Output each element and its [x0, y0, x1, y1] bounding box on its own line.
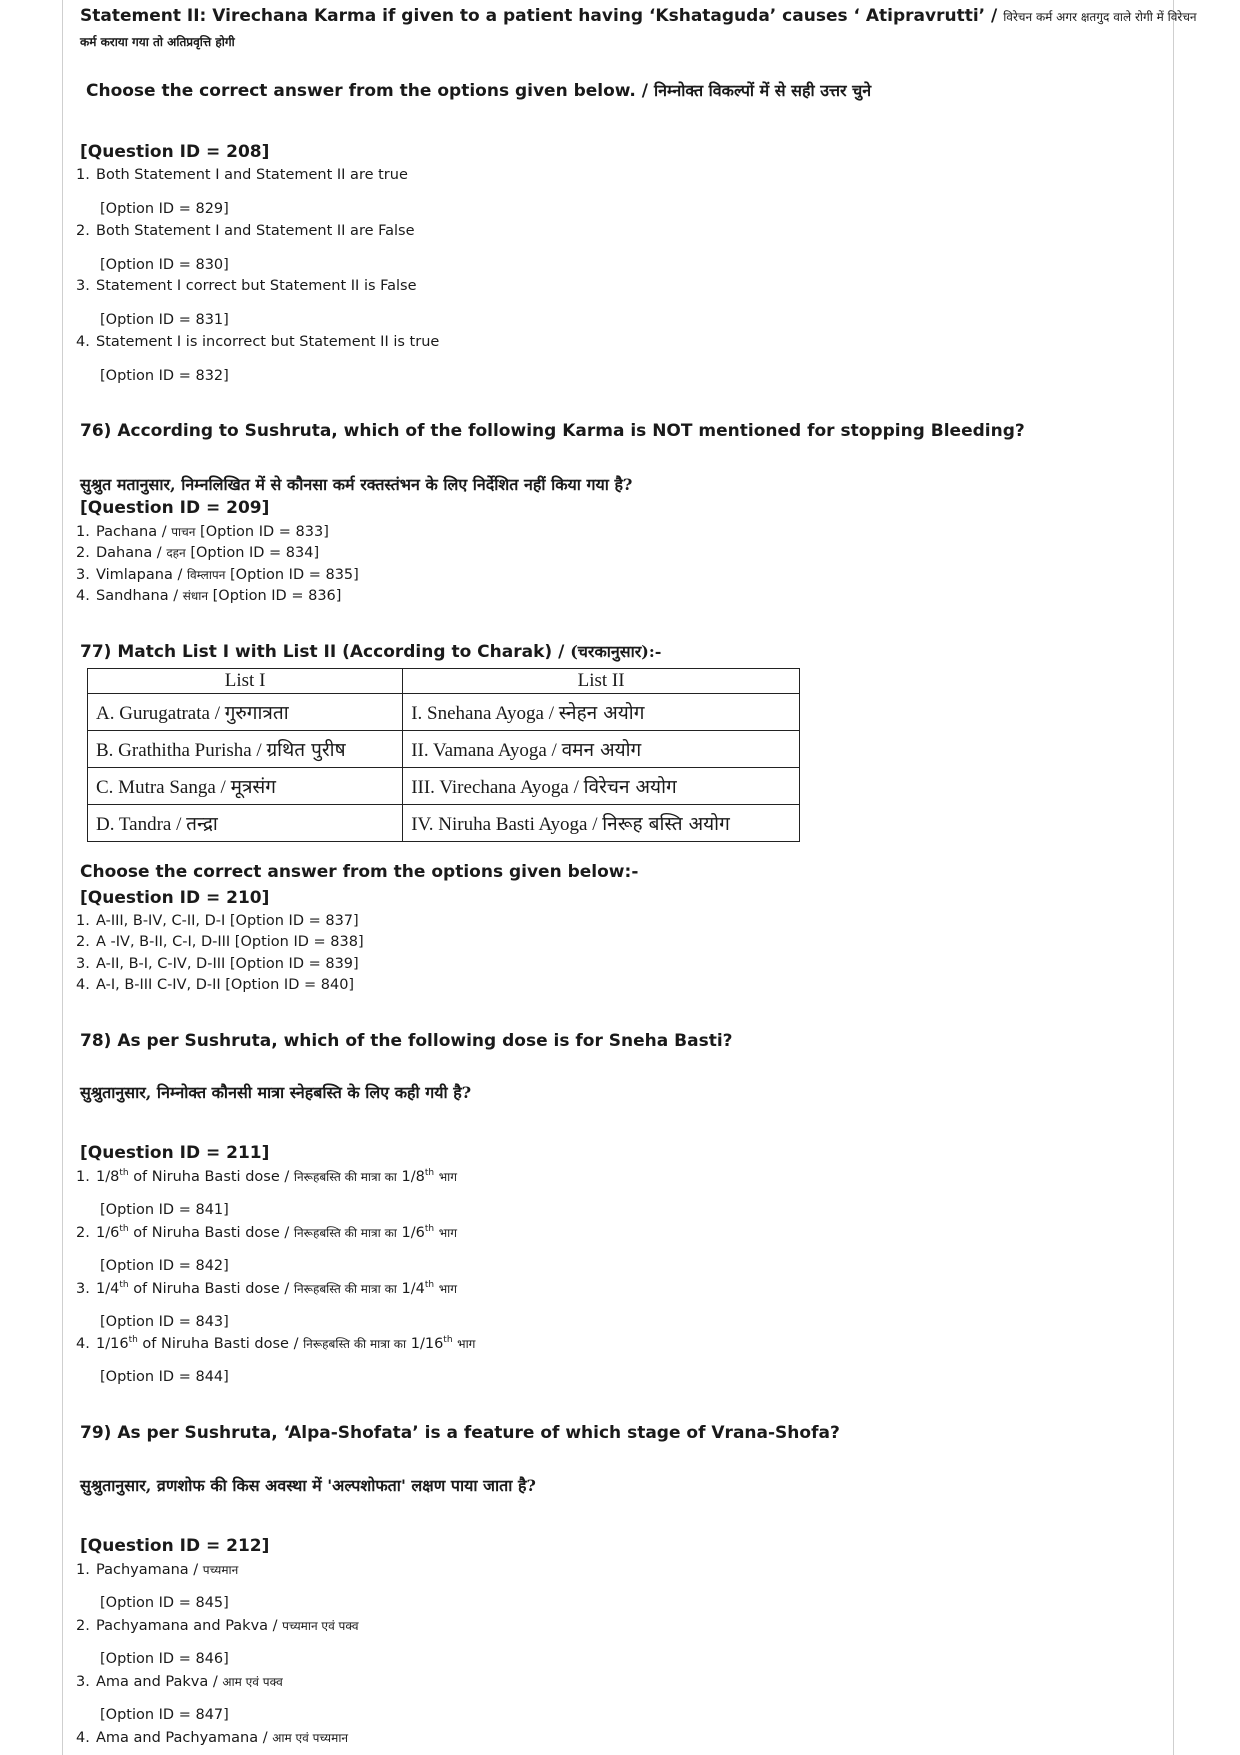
- fraction: 1/4: [96, 1281, 120, 1297]
- cell-text-hi: विरेचन अयोग: [583, 776, 677, 798]
- cell-text-hi: निरूह बस्ति अयोग: [602, 813, 730, 835]
- option-1[interactable]: [76, 1168, 457, 1185]
- cell-text-hi: वमन अयोग: [561, 739, 642, 761]
- question-77-title: [80, 640, 661, 662]
- question-78-hindi: सुश्रुतानुसार, निम्नोक्त कौनसी मात्रा स्नेहबस्ति के लिए कही गयी है?: [80, 1083, 472, 1102]
- statement-2-hi: विरेचन कर्म अगर क्षतगुद वाले रोगी में विरेचन: [1003, 10, 1197, 24]
- option-number: 4.: [76, 588, 90, 604]
- option-text: Statement I is incorrect but Statement II is true: [96, 334, 440, 350]
- option-text-hi: निरूहबस्ति की मात्रा का: [293, 1226, 397, 1240]
- option-text-hi: भाग: [457, 1337, 476, 1351]
- option-id: [Option ID = 835]: [230, 567, 359, 583]
- option-text: Vimlapana /: [96, 567, 183, 583]
- option-text: Pachana /: [96, 524, 167, 540]
- option-number: 4.: [76, 334, 90, 350]
- option-id: [Option ID = 846]: [100, 1651, 229, 1667]
- option-text: of Niruha Basti dose /: [133, 1225, 290, 1241]
- option-3[interactable]: [76, 278, 417, 294]
- fraction: 1/8: [96, 1169, 120, 1185]
- choose-instruction-hi: निम्नोक्त विकल्पों में से सही उत्तर चुने: [653, 81, 872, 100]
- option-id: [Option ID = 834]: [190, 545, 320, 561]
- ordinal: th: [424, 1168, 435, 1179]
- option-number: 3.: [76, 956, 90, 972]
- cell-text-hi: ग्रथित पुरीष: [266, 739, 346, 761]
- option-text: A-III, B-IV, C-II, D-I [Option ID = 837]: [96, 913, 359, 929]
- option-4[interactable]: [76, 334, 439, 350]
- cell-text-hi: स्नेहन अयोग: [558, 702, 645, 724]
- list-2-cell: [403, 694, 800, 731]
- option-number: 4.: [76, 1336, 90, 1352]
- cell-text-en: III. Virechana Ayoga /: [411, 777, 579, 798]
- list-1-cell: [88, 731, 403, 768]
- question-id-212: [Question ID = 212]: [80, 1536, 270, 1556]
- question-text-hi: (चरकानुसार):-: [570, 642, 662, 661]
- cell-text-hi: तन्द्रा: [186, 813, 218, 835]
- option-2[interactable]: [76, 1617, 359, 1634]
- question-text-en: As per Sushruta, ‘Alpa-Shofata’ is a feature of which stage of Vrana-Shofa?: [117, 1423, 840, 1443]
- option-number: 2.: [76, 1618, 90, 1634]
- option-text: of Niruha Basti dose /: [133, 1169, 290, 1185]
- fraction: 1/6: [401, 1225, 425, 1241]
- option-text-hi: पच्यमान एवं पक्व: [282, 1619, 359, 1633]
- option-text: A -IV, B-II, C-I, D-III [Option ID = 838]: [96, 934, 364, 950]
- choose-instruction: [86, 79, 871, 101]
- ordinal: th: [119, 1224, 129, 1235]
- cell-text-en: D. Tandra /: [96, 814, 182, 835]
- list-2-cell: [403, 731, 800, 768]
- fraction: 1/4: [401, 1281, 425, 1297]
- question-number: 78): [80, 1031, 112, 1051]
- option-id: [Option ID = 844]: [100, 1369, 229, 1385]
- option-text: Ama and Pakva /: [96, 1674, 218, 1690]
- table-row: [88, 768, 800, 805]
- option-text: A-I, B-III C-IV, D-II [Option ID = 840]: [96, 977, 355, 993]
- option-id: [Option ID = 832]: [100, 368, 229, 384]
- option-2[interactable]: [76, 934, 364, 950]
- option-id: [Option ID = 845]: [100, 1595, 229, 1611]
- option-text-hi: निरूहबस्ति की मात्रा का: [303, 1337, 407, 1351]
- question-id-211: [Question ID = 211]: [80, 1143, 270, 1163]
- option-3[interactable]: [76, 566, 359, 583]
- option-text-hi: भाग: [438, 1170, 458, 1184]
- option-4[interactable]: [76, 587, 341, 604]
- option-text-hi: संधान: [182, 589, 209, 603]
- ordinal: th: [119, 1280, 129, 1291]
- question-id-208: [Question ID = 208]: [80, 142, 270, 162]
- option-id: [Option ID = 830]: [100, 257, 229, 273]
- question-id-210: [Question ID = 210]: [80, 888, 270, 908]
- option-id: [Option ID = 847]: [100, 1707, 229, 1723]
- option-text-hi: निरूहबस्ति की मात्रा का: [293, 1282, 397, 1296]
- option-text-hi: आम एवं पक्व: [222, 1675, 283, 1689]
- choose-instruction: Choose the correct answer from the options given below:-: [80, 862, 639, 882]
- list-1-header: List I: [88, 669, 403, 694]
- list-1-cell: [88, 768, 403, 805]
- option-text-hi: पाचन: [171, 525, 196, 539]
- fraction: 1/16: [96, 1336, 129, 1352]
- table-header-row: [88, 669, 800, 694]
- option-number: 3.: [76, 1674, 90, 1690]
- ordinal: th: [128, 1335, 138, 1346]
- option-3[interactable]: [76, 1280, 457, 1297]
- cell-text-hi: गुरुगात्रता: [224, 702, 289, 724]
- question-76-title: [80, 421, 1025, 441]
- option-text: Both Statement I and Statement II are true: [96, 167, 408, 183]
- question-number: 77): [80, 642, 112, 662]
- question-76-hindi: सुश्रुत मतानुसार, निम्नलिखित में से कौनसा कर्म रक्तस्तंभन के लिए निर्देशित नहीं किया गया है?: [80, 475, 633, 494]
- option-number: 2.: [76, 545, 90, 561]
- option-text: Pachyamana /: [96, 1562, 199, 1578]
- option-text: of Niruha Basti dose /: [142, 1336, 299, 1352]
- option-text: Ama and Pachyamana /: [96, 1730, 268, 1746]
- match-table: [87, 668, 800, 842]
- question-number: 76): [80, 421, 112, 441]
- option-4[interactable]: [76, 1729, 348, 1746]
- option-1[interactable]: [76, 1561, 238, 1578]
- option-number: 1.: [76, 524, 90, 540]
- fraction: 1/6: [96, 1225, 120, 1241]
- list-2-header: List II: [403, 669, 800, 694]
- option-number: 4.: [76, 1730, 90, 1746]
- option-text-hi: दहन: [166, 546, 186, 560]
- ordinal: th: [443, 1335, 453, 1346]
- option-number: 3.: [76, 1281, 90, 1297]
- list-2-cell: [403, 768, 800, 805]
- option-text-hi: आम एवं पच्यमान: [272, 1731, 349, 1745]
- question-79-title: [80, 1423, 840, 1443]
- question-79-hindi: सुश्रुतानुसार, व्रणशोफ की किस अवस्था में 'अल्पशोफता' लक्षण पाया जाता है?: [80, 1476, 536, 1495]
- ordinal: th: [424, 1280, 435, 1291]
- option-number: 3.: [76, 567, 90, 583]
- table-row: [88, 694, 800, 731]
- option-number: 4.: [76, 977, 90, 993]
- option-number: 1.: [76, 1169, 90, 1185]
- option-text-hi: विम्लापन: [186, 568, 226, 582]
- option-number: 1.: [76, 1562, 90, 1578]
- option-text: Statement I correct but Statement II is False: [96, 278, 417, 294]
- option-number: 3.: [76, 278, 90, 294]
- option-number: 2.: [76, 223, 90, 239]
- option-number: 1.: [76, 167, 90, 183]
- question-text-en: According to Sushruta, which of the following Karma is NOT mentioned for stopping Bleeding?: [117, 421, 1025, 441]
- option-text-hi: निरूहबस्ति की मात्रा का: [293, 1170, 397, 1184]
- fraction: 1/8: [401, 1169, 425, 1185]
- option-text: Sandhana /: [96, 588, 179, 604]
- question-number: 79): [80, 1423, 112, 1443]
- option-text-hi: भाग: [438, 1226, 458, 1240]
- option-1[interactable]: [76, 523, 329, 540]
- list-1-cell: [88, 805, 403, 842]
- question-78-title: [80, 1031, 733, 1051]
- choose-instruction-en: Choose the correct answer from the options given below. /: [86, 81, 649, 101]
- option-number: 2.: [76, 1225, 90, 1241]
- cell-text-en: II. Vamana Ayoga /: [411, 740, 557, 761]
- fraction: 1/16: [410, 1336, 444, 1352]
- option-id: [Option ID = 843]: [100, 1314, 229, 1330]
- question-id-209: [Question ID = 209]: [80, 498, 270, 518]
- option-2[interactable]: [76, 1224, 457, 1241]
- option-3[interactable]: [76, 956, 359, 972]
- option-text: Pachyamana and Pakva /: [96, 1618, 278, 1634]
- option-2[interactable]: [76, 544, 319, 561]
- option-3[interactable]: [76, 1673, 283, 1690]
- option-id: [Option ID = 833]: [200, 524, 329, 540]
- option-id: [Option ID = 829]: [100, 201, 229, 217]
- cell-text-en: I. Snehana Ayoga /: [411, 703, 555, 724]
- option-2[interactable]: [76, 223, 415, 239]
- option-text: of Niruha Basti dose /: [133, 1281, 290, 1297]
- option-id: [Option ID = 836]: [212, 588, 342, 604]
- statement-2: [80, 6, 1197, 26]
- option-number: 1.: [76, 913, 90, 929]
- option-id: [Option ID = 841]: [100, 1202, 229, 1218]
- option-text-hi: पच्यमान: [202, 1563, 239, 1577]
- option-text: A-II, B-I, C-IV, D-III [Option ID = 839]: [96, 956, 359, 972]
- cell-text-hi: मूत्रसंग: [230, 776, 276, 798]
- option-id: [Option ID = 842]: [100, 1258, 229, 1274]
- cell-text-en: A. Gurugatrata /: [96, 703, 220, 724]
- list-1-cell: [88, 694, 403, 731]
- option-4[interactable]: [76, 977, 354, 993]
- option-text: Dahana /: [96, 545, 162, 561]
- statement-2-hi-cont: कर्म कराया गया तो अतिप्रवृत्ति होगी: [80, 35, 235, 49]
- cell-text-en: IV. Niruha Basti Ayoga /: [411, 814, 598, 835]
- cell-text-en: B. Grathitha Purisha /: [96, 740, 262, 761]
- option-id: [Option ID = 831]: [100, 312, 229, 328]
- question-text-en: Match List I with List II (According to Charak) /: [117, 642, 565, 662]
- table-row: [88, 731, 800, 768]
- option-text-hi: भाग: [438, 1282, 458, 1296]
- option-1[interactable]: [76, 913, 359, 929]
- option-number: 2.: [76, 934, 90, 950]
- option-1[interactable]: [76, 167, 408, 183]
- list-2-cell: [403, 805, 800, 842]
- statement-2-en: Statement II: Virechana Karma if given to a patient having ‘Kshataguda’ causes ‘ Atipravrutti’ /: [80, 6, 998, 26]
- cell-text-en: C. Mutra Sanga /: [96, 777, 226, 798]
- ordinal: th: [119, 1168, 129, 1179]
- table-row: [88, 805, 800, 842]
- option-text: Both Statement I and Statement II are False: [96, 223, 415, 239]
- question-text-en: As per Sushruta, which of the following dose is for Sneha Basti?: [117, 1031, 733, 1051]
- ordinal: th: [424, 1224, 435, 1235]
- option-4[interactable]: [76, 1335, 475, 1352]
